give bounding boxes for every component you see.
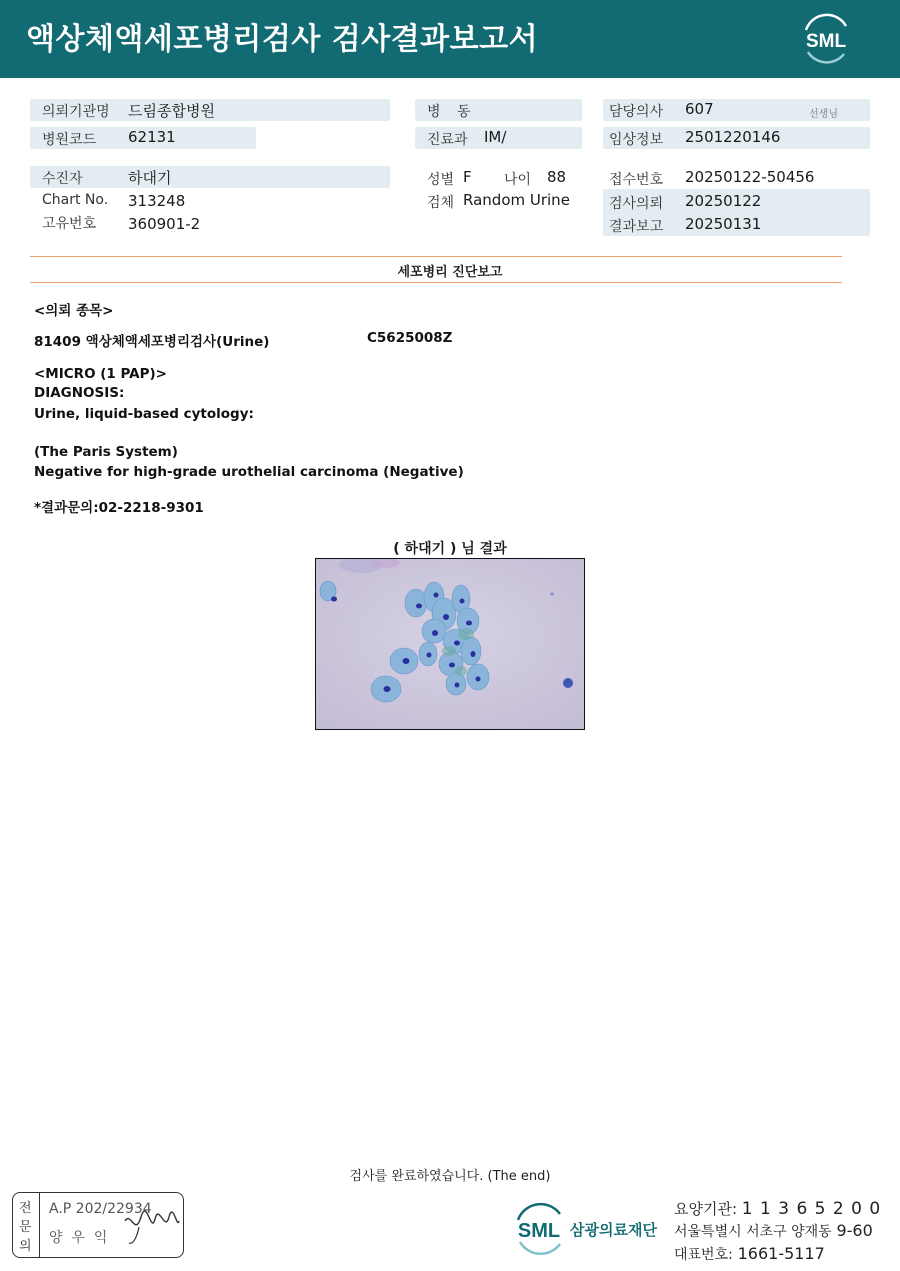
svg-text:SML: SML	[517, 1220, 561, 1242]
receipt-no-label: 접수번호	[609, 172, 664, 188]
order-line: 81409 액상체액세포병리검사(Urine)	[34, 334, 270, 350]
section-title: 세포병리 진단보고	[397, 265, 503, 280]
unique-no-value: 360901-2	[128, 215, 201, 233]
chart-no-value: 313248	[128, 192, 186, 210]
department-value: IM/	[484, 128, 507, 146]
phone-line	[674, 1244, 825, 1264]
report-title: 액상체액세포병리검사 검사결과보고서	[26, 22, 539, 57]
sml-logo	[798, 12, 854, 66]
image-caption: ( 하대기 ) 님 결과	[393, 541, 507, 557]
stamp-side-char: 의	[19, 1239, 32, 1254]
order-code: C5625008Z	[367, 330, 453, 346]
chart-no-label: Chart No.	[42, 192, 109, 208]
stamp-name: 양 우 익	[49, 1230, 108, 1246]
phone-value: 1661-5117	[737, 1244, 825, 1263]
institution-value: 드림종합병원	[128, 102, 215, 120]
diagnosis-label: DIAGNOSIS:	[34, 385, 125, 401]
svg-text:SML: SML	[805, 31, 847, 52]
phone-label: 대표번호:	[674, 1247, 733, 1263]
institution-label: 의뢰기관명	[42, 104, 110, 120]
inquiry-phone: *결과문의:02-2218-9301	[34, 500, 204, 516]
divider-bottom	[30, 282, 842, 283]
stamp-license: A.P 202/22934	[49, 1201, 152, 1217]
report-date-label: 결과보고	[609, 219, 664, 235]
order-header: <의뢰 종목>	[34, 303, 114, 319]
sex-label: 성별	[427, 172, 455, 188]
age-value: 88	[547, 168, 567, 186]
receipt-no-value: 20250122-50456	[685, 168, 815, 186]
signature-icon	[121, 1207, 181, 1249]
cell-cluster-image	[316, 559, 584, 729]
specimen-label: 검체	[427, 195, 455, 211]
address-number: 9-60	[836, 1221, 873, 1240]
diagnosis-result: Negative for high-grade urothelial carcinoma (Negative)	[34, 464, 464, 480]
address-text: 서울특별시 서초구 양재동	[674, 1224, 832, 1240]
end-of-report: 검사를 완료하였습니다. (The end)	[349, 1169, 551, 1184]
doctor-value: 607	[685, 100, 714, 118]
sex-value: F	[463, 168, 472, 186]
doctor-label: 담당의사	[609, 104, 664, 120]
report-date-value: 20250131	[685, 215, 762, 233]
foundation-name: 삼광의료재단	[570, 1221, 657, 1239]
care-code-value: 1 1 3 6 5 2 0 0	[741, 1199, 882, 1219]
cytology-micrograph	[315, 558, 585, 730]
request-date-label: 검사의뢰	[609, 196, 664, 212]
foundation-logo	[510, 1200, 570, 1256]
address-line	[674, 1221, 873, 1241]
patient-row	[30, 166, 390, 188]
micro-line: <MICRO (1 PAP)>	[34, 366, 167, 382]
clinical-info-value: 2501220146	[685, 128, 781, 146]
ward-label: 병 동	[427, 104, 477, 120]
department-label: 진료과	[427, 132, 468, 148]
paris-system: (The Paris System)	[34, 444, 178, 460]
age-label: 나이	[504, 172, 532, 188]
doctor-suffix: 선생님	[809, 109, 838, 120]
unique-no-label: 고유번호	[42, 216, 97, 232]
stamp-side-char: 문	[19, 1220, 32, 1235]
stamp-side-char: 전	[19, 1201, 32, 1216]
stamp-side-column	[13, 1193, 40, 1257]
care-code-line	[674, 1198, 881, 1219]
hospital-code-label: 병원코드	[42, 132, 97, 148]
hospital-code-value: 62131	[128, 128, 176, 146]
patient-value: 하대기	[128, 169, 172, 187]
diagnosis-specimen: Urine, liquid-based cytology:	[34, 406, 254, 422]
care-code-label: 요양기관:	[674, 1200, 738, 1218]
clinical-info-label: 임상정보	[609, 132, 664, 148]
specimen-value: Random Urine	[463, 191, 570, 209]
divider-top	[30, 256, 842, 257]
patient-label: 수진자	[42, 171, 83, 187]
specialist-stamp	[12, 1192, 184, 1258]
request-date-value: 20250122	[685, 192, 762, 210]
